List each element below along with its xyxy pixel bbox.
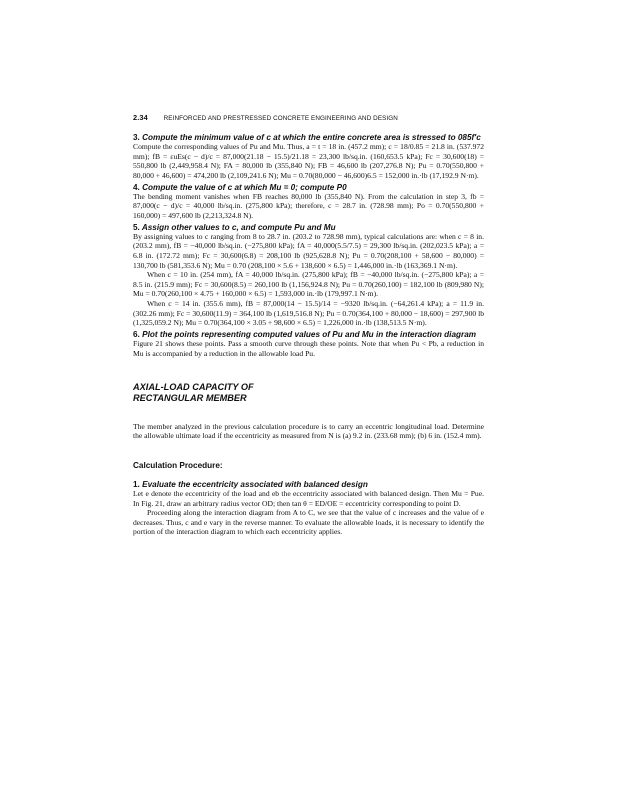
step-3 <box>133 133 484 181</box>
step-paragraph: Figure 21 shows these points. Pass a smooth curve through these points. Note that when Pu < Pb, a reduction in Mu is accompanied by a reduction in the allowable load Pu. <box>133 338 484 358</box>
step-paragraph: Proceeding along the interaction diagram from A to C, we see that the value of c increases and the value of e decreases. Thus, c and e vary in the reverse manner. To evaluate the allowable loads, it is necessary to identify the portion of the interaction diagram to which each eccentricity applies. <box>133 508 484 537</box>
step-paragraph: When c = 10 in. (254 mm), fA = 40,000 lb/sq.in. (275,800 kPa); fB = −40,000 lb/sq.in. (−275,800 kPa); a = 8.5 in. (215.9 mm); Fc = 30,600(8.5) = 260,100 lb (1,156,924.8 N); Pu = 0.70(260,100) = 182,100 lb (809,980 N); Mu = 0.70(260,100 × 4.75 + 160,000 × 6.5) = 1,593,000 in.·lb (179,997.1 N·m). <box>133 270 484 299</box>
step-paragraph: By assigning values to c ranging from 8 to 28.7 in. (203.2 to 728.98 mm), typical calculations are: when c = 8 in. (203.2 mm), fB = −40,000 lb/sq.in. (−275,800 kPa); fA = 40,000(5.5/7.5) = 29,300 lb/sq.in. (202,023.5 kPa); a = 6.8 in. (172.72 mm); Fc = 30,600(6.8) = 208,100 lb (925,628.8 N); Pu = 0.70(208,100 + 58,600 − 80,000) = 130,700 lb (581,353.6 N); Mu = 0.70 (208,100 × 5.6 + 138,600 × 6.5) = 1,446,000 in.·lb (163,369.1 N·m). <box>133 231 484 270</box>
running-header <box>133 113 484 122</box>
page-number: 2.34 <box>133 113 148 122</box>
calculation-procedure-heading: Calculation Procedure: <box>133 460 223 470</box>
step-heading: 1. Evaluate the eccentricity associated with balanced design <box>133 479 368 489</box>
section-title: AXIAL-LOAD CAPACITY OF RECTANGULAR MEMBER <box>133 382 254 403</box>
running-title: REINFORCED AND PRESTRESSED CONCRETE ENGINEERING AND DESIGN <box>163 115 398 122</box>
step-paragraph: The bending moment vanishes when FB reaches 80,000 lb (355,840 N). From the calculation in step 3, fb = 87,000(c − d)/c = 40,000 lb/sq.in. (275,800 kPa); therefore, c = 28.7 in. (728.98 mm); Po = 0.70(550,800 + 160,000) = 497,600 lb (2,213,324.8 N). <box>133 191 484 220</box>
problem-statement: The member analyzed in the previous calculation procedure is to carry an eccentric longitudinal load. Determine the allowable ultimate load if the eccentricity as measured from N is (a) 9.2 in. (233.68 mm); (b) 6 in. (152.4 mm). <box>133 421 484 441</box>
step-paragraph: Compute the corresponding values of Pu and Mu. Thus, a = t = 18 in. (457.2 mm); c = 18/0.85 = 21.8 in. (537.972 mm); fB = εuEs(c − d)/c = 87,000(21.18 − 15.5)/21.18 = 23,300 lb/sq.in. (160,653.5 kPa); Fc = 30,600(18) = 550,800 lb (2,449,958.4 N); FA = 80,000 lb (355,840 N); FB = 46,600 lb (207,276.8 N); Pu = 0.70(550,800 + 80,000 + 46,600) = 474,200 lb (2,109,241.6 N); Mu = 0.70(80,000 − 46,600)6.5 = 152,000 in.·lb (17,192.9 N·m). <box>133 142 484 180</box>
step-paragraph: When c = 14 in. (355.6 mm), fB = 87,000(14 − 15.5)/14 = −9320 lb/sq.in. (−64,261.4 kPa); a = 11.9 in. (302.26 mm); Fc = 30,600(11.9) = 364,100 lb (1,619,516.8 N); Pu = 0.70(364,100 + 80,000 − 18,600) = 297,900 lb (1,325,059.2 N); Mu = 0.70(364,100 × 3.05 + 98,600 × 6.5) = 1,226,000 in.·lb (138,513.5 N·m). <box>133 298 484 328</box>
step-6 <box>133 330 484 358</box>
step-heading: 6. Plot the points representing computed values of Pu and Mu in the interaction diagram <box>133 329 477 339</box>
step-heading: 5. Assign other values to c, and compute Pu and Mu <box>133 222 336 232</box>
step-5 <box>133 223 484 328</box>
step-4 <box>133 183 484 221</box>
page-body <box>133 133 484 537</box>
step-heading: 3. Compute the minimum value of c at which the entire concrete area is stressed to 085f′c <box>133 133 481 142</box>
step-heading: 4. Compute the value of c at which Mu = 0; compute P0 <box>133 182 347 192</box>
step-paragraph: Let e denote the eccentricity of the load and eb the eccentricity associated with balanced design. Then Mu = Pue. In Fig. 21, draw an arbitrary radius vector OD; then tan θ = ED/OE = eccentricity corresponding to point D. <box>133 489 484 508</box>
section-step-1 <box>133 480 484 537</box>
